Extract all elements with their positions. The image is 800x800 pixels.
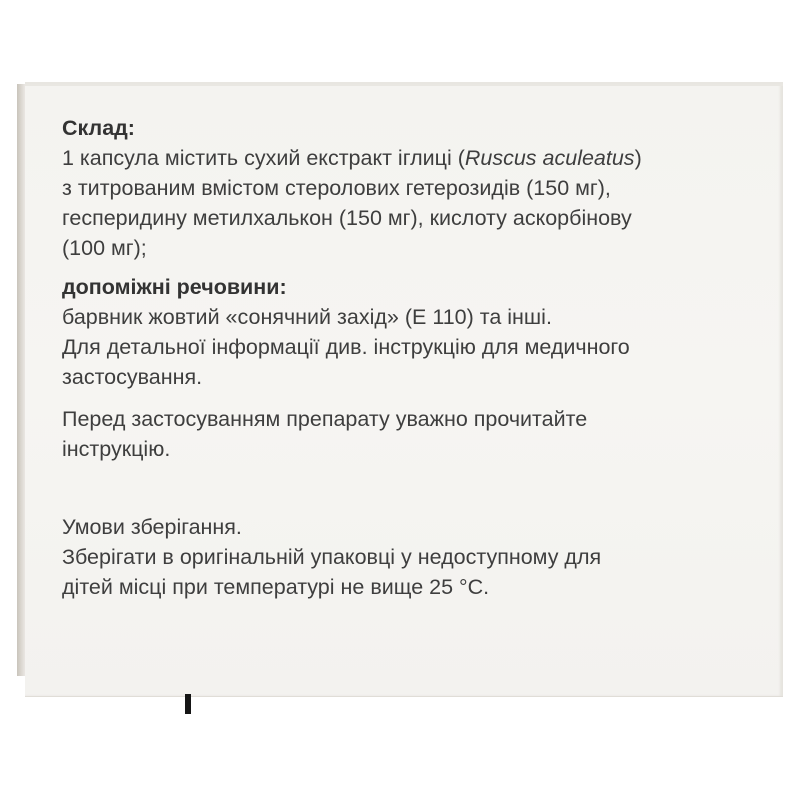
warning-line-1: Перед застосуванням препарату уважно прочитайте [62,407,588,431]
package-text [62,113,752,602]
composition-line-1: 1 капсула містить сухий екстракт іглиці (Ruscus aculeatus) [62,146,642,170]
print-mark [185,694,191,714]
storage-heading: Умови зберігання. [62,515,242,539]
composition-line-3: гесперидину метилхалькон (150 мг), кислоту аскорбінову [62,206,632,230]
excipients-line-3: застосування. [62,365,203,389]
excipients-line-2: Для детальної інформації див. інструкцію для медичного [62,335,630,359]
excipients-line-1: барвник жовтий «сонячний захід» (Е 110) та інші. [62,305,552,329]
excipients-heading: допоміжні речовини: [62,275,287,299]
storage-line-1: Зберігати в оригінальній упаковці у недоступному для [62,545,602,569]
composition-line-4: (100 мг); [62,236,147,260]
latin-name: Ruscus aculeatus [464,146,635,170]
composition-line-2: з титрованим вмістом стеролових гетерозидів (150 мг), [62,176,611,200]
composition-heading: Склад: [62,116,135,140]
storage-line-2: дітей місці при температурі не вище 25 °С. [62,575,490,599]
warning-line-2: інструкцію. [62,437,171,461]
